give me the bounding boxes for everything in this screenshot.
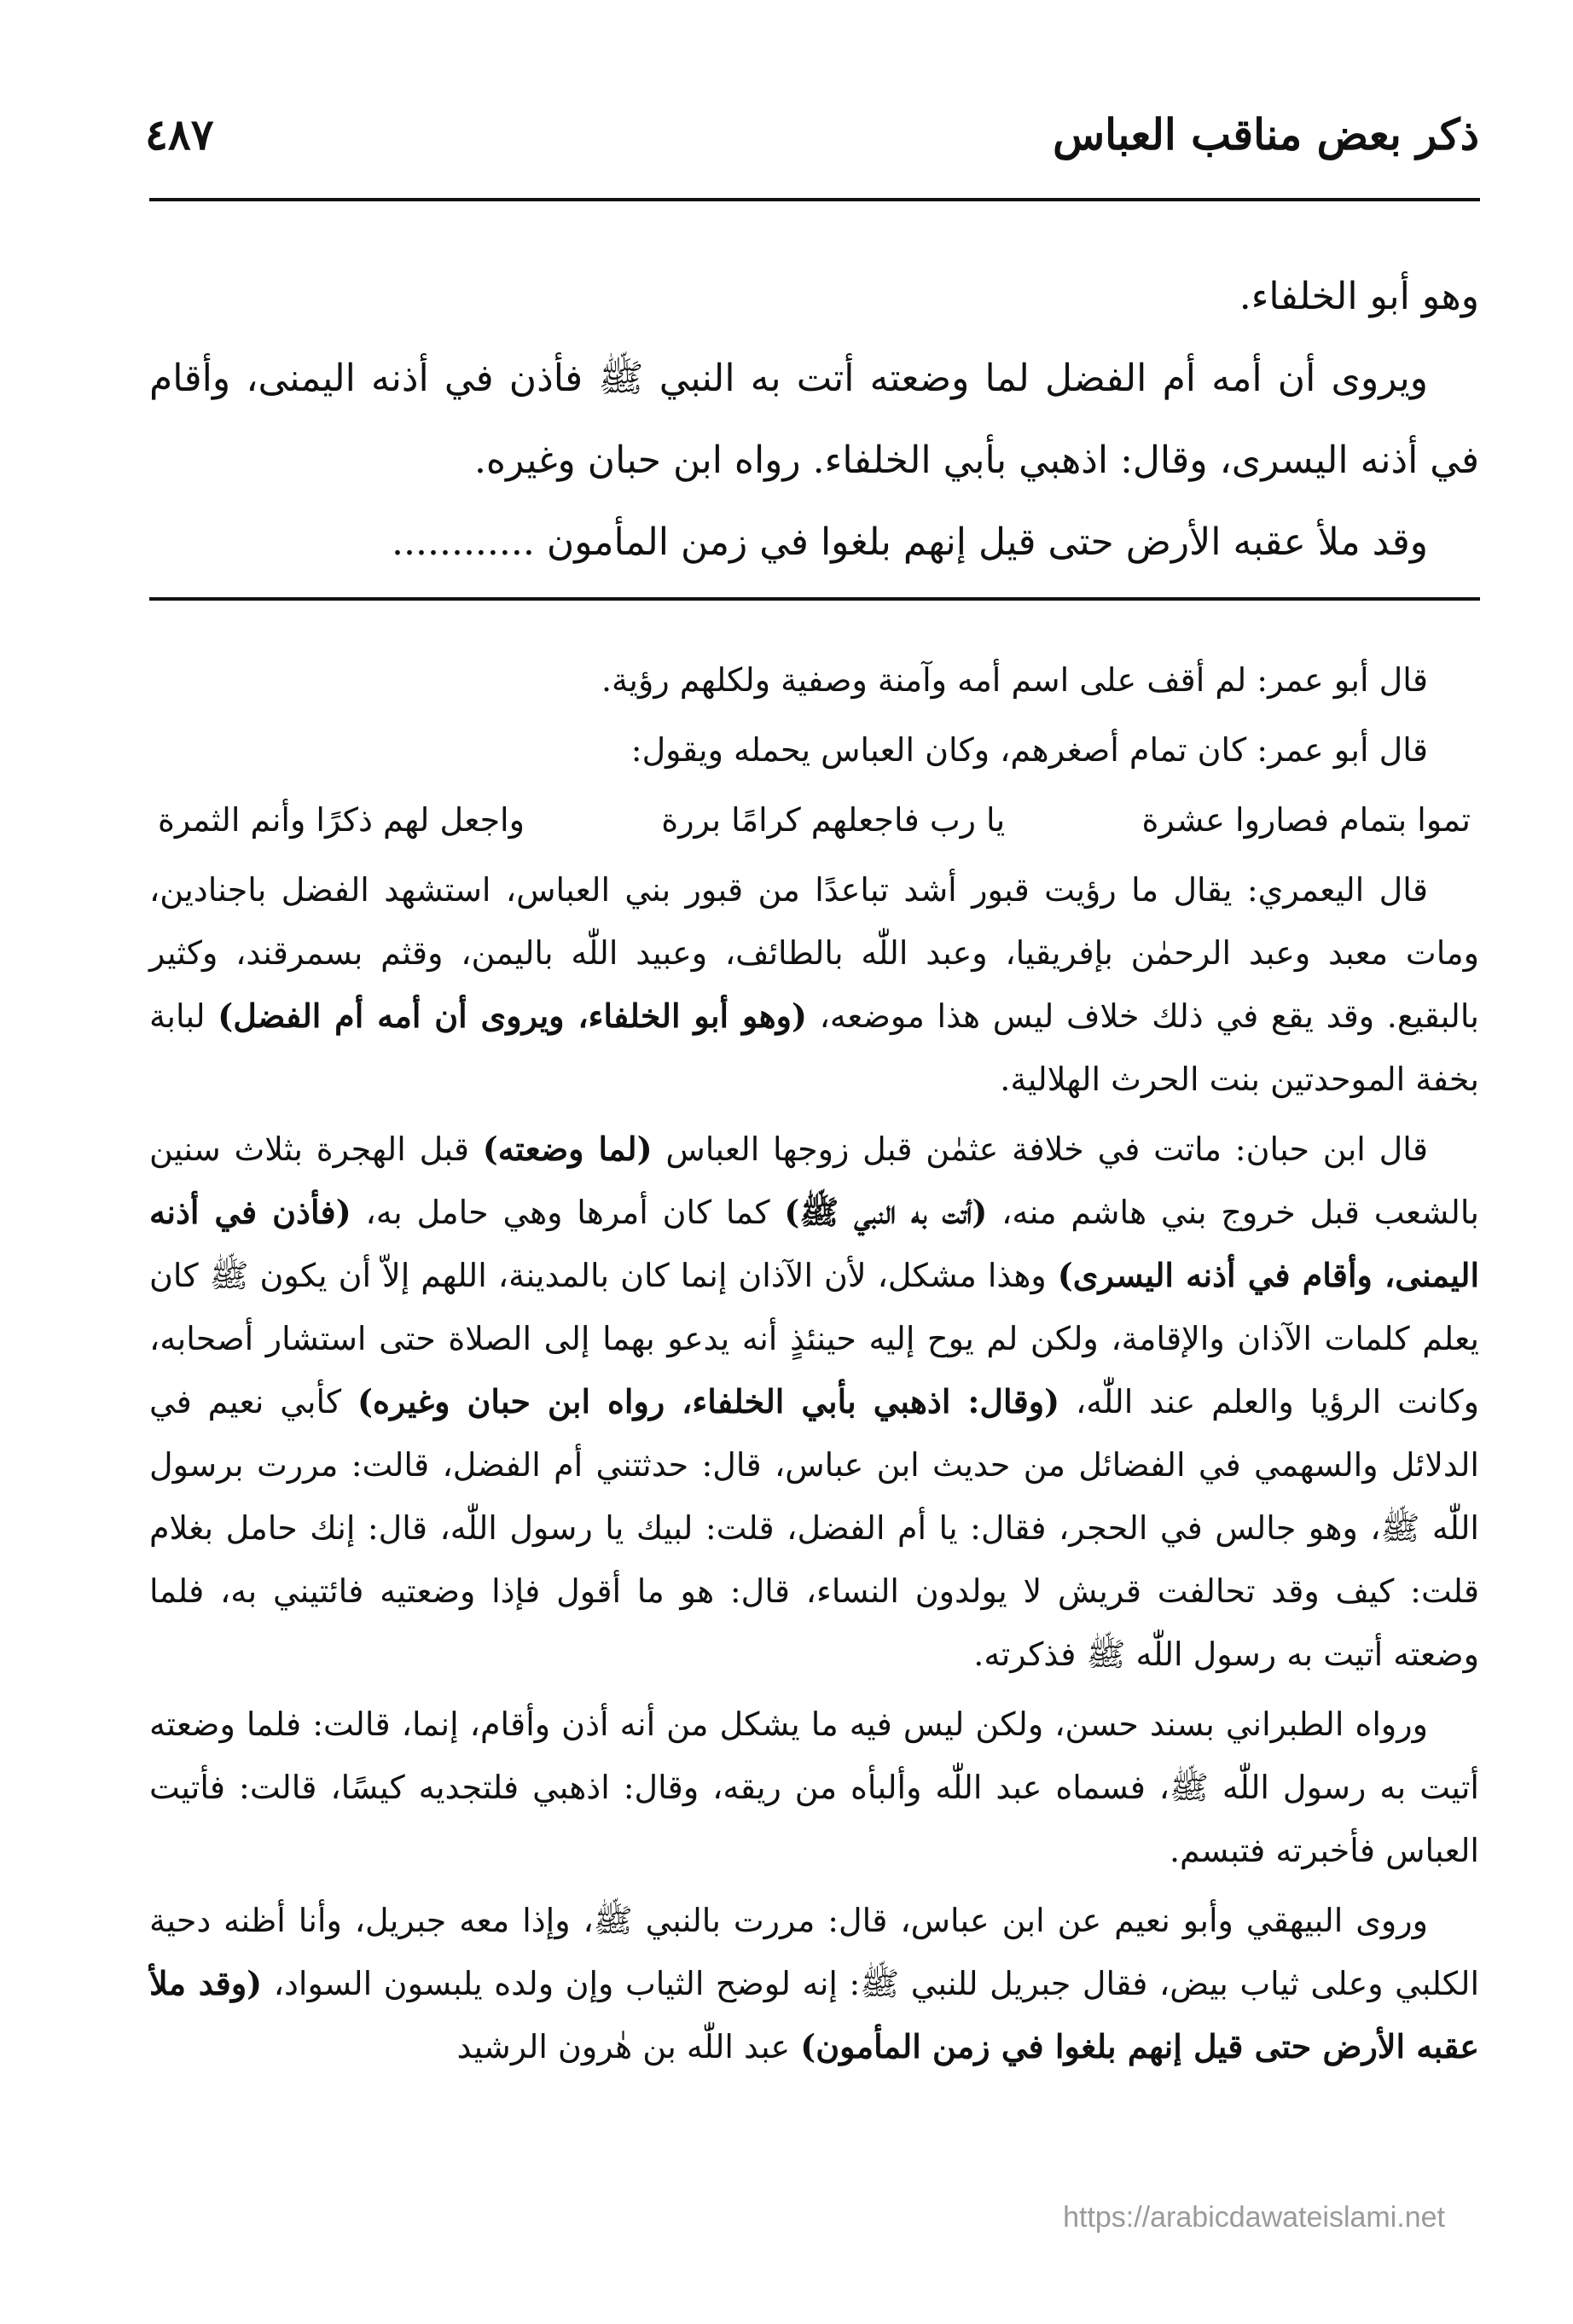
main-text-paragraph: ويروى أن أمه أم الفضل لما وضعته أتت به النبي ﷺ فأذن في أذنه اليمنى، وأقام في أذنه اليسرى، وقال: اذهبي بأبي الخلفاء. رواه ابن حبان وغيره.: [149, 357, 1479, 482]
main-text-block: [149, 256, 1479, 584]
poem-hemistich: يا رب فاجعلهم كرامًا بررة: [661, 801, 1006, 839]
poem-verse: [149, 788, 1479, 851]
main-text-line: وهو أبو الخلفاء.: [1239, 275, 1479, 318]
poem-hemistich: تموا بتمام فصاروا عشرة: [1141, 801, 1471, 839]
commentary-text: عبد اللّٰه بن هٰرون الرشيد: [456, 2028, 801, 2065]
commentary-paragraph: قال أبو عمر: كان تمام أصغرهم، وكان العباس يحمله ويقول:: [630, 731, 1428, 769]
main-text-line-text: وقد ملأ عقبه الأرض حتى قيل إنهم بلغوا في زمن المأمون: [546, 520, 1428, 564]
main-text-divider: [149, 597, 1480, 601]
main-text-line: [149, 502, 1479, 584]
quoted-main-text: (فأذن في أذنه اليمنى، وأقام في أذنه اليسرى): [149, 1193, 1480, 1294]
commentary-block: [149, 648, 1479, 2085]
commentary-paragraph: [149, 858, 1479, 1111]
commentary-text: وهذا مشكل، لأن الآذان إنما كان بالمدينة، اللهم إلاّ أن يكون ﷺ كان يعلم كلمات الآذان والإقامة، ولكن لم يوح إليه حينئذٍ أنه يدعو بهما إلى الصلاة حتى استشار أصحابه، وكانت الرؤيا والعلم عند اللّٰه،: [149, 1257, 1479, 1421]
poem-hemistich: واجعل لهم ذكرًا وأنم الثمرة: [158, 801, 525, 839]
commentary-paragraph: [149, 1118, 1479, 1686]
commentary-text: لبابة بخفة الموحدتين بنت الحرث الهلالية.: [149, 997, 1479, 1098]
running-title: ذكر بعض مناقب العباس: [1053, 109, 1479, 160]
commentary-text: وروى البيهقي وأبو نعيم عن ابن عباس، قال: مررت بالنبي ﷺ، وإذا معه جبريل، وأنا أظنه دحية الكلبي وعلى ثياب بيض، فقال جبريل للنبي ﷺ: إنه لوضح الثياب وإن ولده يلبسون السواد،: [149, 1902, 1480, 2002]
commentary-text: قبل الهجرة بثلاث سنين بالشعب قبل خروج بني هاشم منه،: [149, 1130, 1479, 1231]
commentary-text: قال ابن حبان: ماتت في خلافة عثمٰن قبل زوجها العباس: [652, 1130, 1428, 1168]
header-divider: [149, 198, 1480, 201]
page-header: [145, 109, 1479, 177]
watermark-url: https://arabicdawateislami.net: [1063, 2201, 1445, 2234]
commentary-paragraph: ورواه الطبراني بسند حسن، ولكن ليس فيه ما يشكل من أنه أذن وأقام، إنما، قالت: فلما وضعته أتيت به رسول اللّٰه ﷺ، فسماه عبد اللّٰه وألبأه من ريقه، وقال: اذهبي فلتجديه كيسًا، قالت: فأتيت العباس فأخبرته فتبسم.: [149, 1705, 1479, 1869]
commentary-text: كأبي نعيم في الدلائل والسهمي في الفضائل من حديث ابن عباس، قال: حدثتني أم الفضل، قالت: مررت برسول اللّٰه ﷺ، وهو جالس في الحجر، فقال: يا أم الفضل، قلت: لبيك يا رسول اللّٰه، قال: إنك حامل بغلام قلت: كيف وقد تحالفت قريش لا يولدون النساء، قال: هو ما أقول فإذا وضعتيه فائتيني به، فلما وضعته أتيت به رسول اللّٰه ﷺ فذكرته.: [149, 1383, 1479, 1673]
commentary-paragraph: [149, 1889, 1479, 2078]
quoted-main-text: (وهو أبو الخلفاء، ويروى أن أمه أم الفضل): [218, 996, 807, 1035]
commentary-paragraph: قال أبو عمر: لم أقف على اسم أمه وآمنة وصفية ولكلهم رؤية.: [601, 661, 1428, 699]
quoted-main-text: (لما وضعته): [482, 1130, 653, 1168]
quoted-main-text: (أتت به النبي ﷺ): [784, 1193, 988, 1231]
quoted-main-text: (وقال: اذهبي بأبي الخلفاء، رواه ابن حبان وغيره): [357, 1382, 1060, 1421]
commentary-text: قال اليعمري: يقال ما رؤيت قبور أشد تباعدًا من قبور بني العباس، استشهد الفضل باجنادين، ومات معبد وعبد الرحمٰن بإفريقيا، وعبد اللّٰه بالطائف، وعبيد اللّٰه باليمن، وقثم بسمرقند، وكثير بالبقيع. وقد يقع في ذلك خلاف ليس هذا موضعه،: [149, 871, 1479, 1035]
page-number: ٤٨٧: [145, 109, 214, 160]
commentary-text: كما كان أمرها وهي حامل به،: [351, 1194, 785, 1231]
quoted-main-text: (وقد ملأ عقبه الأرض حتى قيل إنهم بلغوا في زمن المأمون): [149, 1964, 1479, 2065]
ellipsis-dots: ............: [392, 520, 535, 564]
